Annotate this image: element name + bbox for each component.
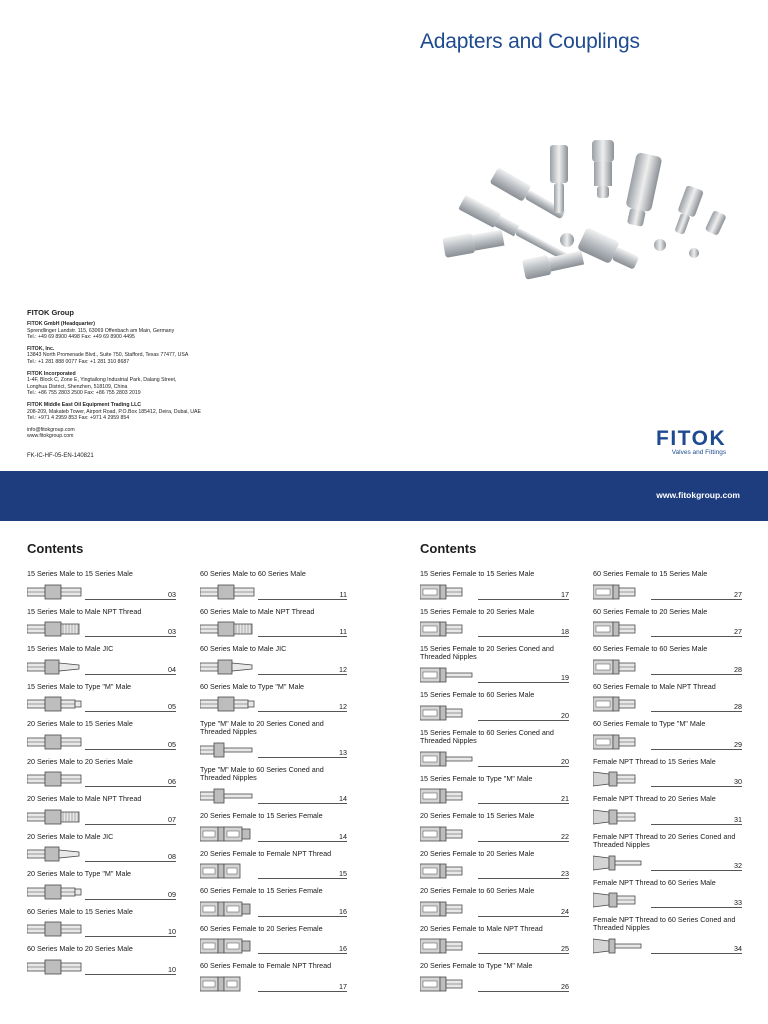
contents-entry[interactable]: [200, 683, 347, 719]
company-contact-block: [27, 310, 357, 459]
product-photo: [432, 130, 742, 310]
entry-divider: [258, 757, 347, 758]
contents-entry-title: 60 Series Female to 20 Series Female: [200, 923, 323, 933]
page-number: 18: [561, 627, 569, 636]
contents-entry[interactable]: [420, 850, 569, 886]
office-entry: [27, 402, 357, 421]
entry-divider: [651, 786, 742, 787]
entry-divider: [85, 899, 176, 900]
contents-entry[interactable]: [420, 887, 569, 923]
fitting-diagram-icon: [27, 921, 83, 937]
page-number: 13: [339, 748, 347, 757]
page-number: 03: [168, 627, 176, 636]
fitting-diagram-icon: [27, 846, 83, 862]
fitok-logo: [656, 427, 726, 456]
fitting-diagram-icon: [593, 855, 649, 871]
contents-entry[interactable]: [593, 570, 742, 606]
entry-divider: [258, 803, 347, 804]
entry-divider: [258, 711, 347, 712]
contents-entry-title: 20 Series Male to Male NPT Thread: [27, 794, 142, 803]
entry-divider: [258, 599, 347, 600]
fitting-diagram-icon: [420, 826, 476, 842]
entry-divider: [651, 636, 742, 637]
contents-entry-title: 20 Series Female to 20 Series Male: [420, 848, 535, 858]
fitting-diagram-icon: [593, 584, 649, 600]
contents-entry[interactable]: [200, 887, 347, 923]
company-group-name: FITOK Group: [27, 308, 74, 317]
contents-heading-right: Contents: [420, 541, 477, 556]
office-line: 13843 North Promenade Blvd., Suite 750, Stafford, Texas 77477, USA: [27, 352, 189, 359]
entry-divider: [478, 991, 569, 992]
page-number: 10: [168, 927, 176, 936]
contents-entry[interactable]: [27, 720, 176, 756]
page-number: 23: [561, 869, 569, 878]
page-number: 06: [168, 777, 176, 786]
contents-entry[interactable]: [593, 833, 742, 877]
page-number: 05: [168, 739, 176, 749]
fitting-diagram-icon: [27, 696, 83, 712]
entry-divider: [258, 841, 347, 842]
entry-divider: [478, 636, 569, 637]
contents-entry[interactable]: [200, 850, 347, 886]
contents-entry[interactable]: [420, 608, 569, 644]
entry-divider: [651, 907, 742, 908]
entry-divider: [651, 711, 742, 712]
contents-entry-title: 60 Series Male to Male NPT Thread: [200, 606, 315, 616]
page-number: 34: [734, 944, 742, 953]
fitting-diagram-icon: [420, 863, 476, 879]
entry-divider: [651, 599, 742, 600]
page-number: 08: [168, 852, 176, 861]
fitting-diagram-icon: [27, 884, 83, 900]
office-line: 208-209, Makateb Tower, Airport Road, P.O.Box 185412, Deira, Dubai, UAE: [27, 408, 201, 415]
entry-divider: [85, 936, 176, 937]
entry-divider: [258, 916, 347, 917]
contents-entry[interactable]: [200, 608, 347, 644]
contents-entry[interactable]: [27, 758, 176, 794]
page-number: 20: [561, 756, 569, 766]
contents-entry-title: Type "M" Male to 60 Series Coned and Threaded Nipples: [200, 765, 324, 783]
fitting-diagram-icon: [593, 892, 649, 908]
page-number: 32: [734, 860, 742, 870]
contents-entry-title: 60 Series Male to 15 Series Male: [27, 906, 133, 916]
contents-entry-title: Female NPT Thread to 20 Series Coned and Threaded Nipples: [593, 831, 736, 849]
page-number: 20: [561, 710, 569, 720]
contents-entry[interactable]: [27, 608, 176, 644]
contents-entry-title: 20 Series Male to Male JIC: [27, 831, 114, 841]
contents-entry[interactable]: [200, 570, 347, 606]
entry-divider: [478, 599, 569, 600]
contents-entry-title: 20 Series Female to 15 Series Male: [420, 811, 535, 820]
contents-entry-title: 20 Series Male to 20 Series Male: [27, 756, 133, 766]
contents-entry-title: 60 Series Female to 20 Series Male: [593, 606, 708, 616]
fitting-diagram-icon: [420, 621, 476, 637]
entry-divider: [85, 824, 176, 825]
contents-entry[interactable]: [420, 691, 569, 727]
entry-divider: [258, 674, 347, 675]
page-number: 05: [168, 702, 176, 711]
page-number: 03: [168, 589, 176, 599]
contents-entry-title: Female NPT Thread to 15 Series Male: [593, 756, 716, 766]
fitting-diagram-icon: [200, 659, 256, 675]
contents-entry-title: Female NPT Thread to 60 Series Male: [593, 877, 716, 887]
office-line: Sprendlinger Landstr. 115, 63069 Offenbach am Main, Germany: [27, 327, 175, 334]
contents-entry-title: 60 Series Female to Type "M" Male: [593, 719, 706, 728]
contents-entry[interactable]: [420, 962, 569, 998]
contents-entry-title: 15 Series Female to Type "M" Male: [420, 773, 533, 783]
office-entry: [27, 346, 357, 365]
contents-entry[interactable]: [420, 812, 569, 848]
fitting-diagram-icon: [593, 771, 649, 787]
office-line: Longhua District, Shenzhen, 518109, China: [27, 383, 128, 390]
contents-entry-title: 15 Series Female to 60 Series Male: [420, 690, 535, 699]
entry-divider: [85, 974, 176, 975]
contents-entry-title: 60 Series Male to 20 Series Male: [27, 944, 133, 953]
fitting-diagram-icon: [200, 788, 256, 804]
contents-entry-title: 20 Series Male to 15 Series Male: [27, 719, 133, 728]
entry-divider: [651, 953, 742, 954]
fitting-diagram-icon: [593, 734, 649, 750]
page-number: 33: [734, 898, 742, 907]
entry-divider: [478, 682, 569, 683]
contents-entry-title: Type "M" Male to 20 Series Coned and Threaded Nipples: [200, 719, 324, 737]
page-number: 10: [168, 964, 176, 974]
entry-divider: [478, 841, 569, 842]
office-entry: [27, 371, 357, 396]
contents-entry[interactable]: [27, 945, 176, 981]
contents-entry[interactable]: [27, 833, 176, 869]
fitting-diagram-icon: [27, 584, 83, 600]
page-number: 07: [168, 814, 176, 824]
contents-heading-left: Contents: [27, 541, 84, 556]
entry-divider: [258, 953, 347, 954]
fitting-diagram-icon: [200, 863, 256, 879]
contents-entry[interactable]: [420, 729, 569, 773]
contents-entry-title: 60 Series Female to 60 Series Male: [593, 644, 708, 653]
fitting-diagram-icon: [27, 621, 83, 637]
contents-entry-title: 20 Series Female to Female NPT Thread: [200, 848, 332, 858]
page-number: 16: [339, 906, 347, 916]
contents-entry-title: 20 Series Female to 15 Series Female: [200, 811, 323, 820]
entry-divider: [85, 861, 176, 862]
fitting-diagram-icon: [200, 938, 256, 954]
contents-entry[interactable]: [200, 962, 347, 998]
fitting-diagram-icon: [420, 976, 476, 992]
contents-entry[interactable]: [593, 916, 742, 960]
entry-divider: [258, 636, 347, 637]
contents-entry[interactable]: [593, 645, 742, 681]
contents-entry[interactable]: [593, 720, 742, 756]
document-code: FK-IC-HF-05-EN-140821: [27, 452, 94, 459]
entry-divider: [85, 674, 176, 675]
entry-divider: [478, 953, 569, 954]
fitting-diagram-icon: [593, 696, 649, 712]
office-line: Tel.: +86 755 2803 2500 Fax: +86 755 2803 2019: [27, 389, 141, 396]
fitting-diagram-icon: [593, 659, 649, 675]
page-number: 22: [561, 831, 569, 841]
fitting-diagram-icon: [420, 584, 476, 600]
contents-entry-title: 60 Series Male to 60 Series Male: [200, 569, 306, 578]
contents-entry[interactable]: [27, 683, 176, 719]
entry-divider: [651, 824, 742, 825]
contents-entry-title: Female NPT Thread to 60 Series Coned and Threaded Nipples: [593, 915, 736, 933]
entry-divider: [85, 749, 176, 750]
contents-entry[interactable]: [593, 758, 742, 794]
contents-entry-title: 60 Series Female to 15 Series Male: [593, 569, 708, 578]
office-line: Tel.: +49 69 8900 4498 Fax: +49 69 8900 4495: [27, 333, 135, 340]
email-link[interactable]: info@fitokgroup.com: [27, 427, 75, 434]
page-number: 17: [339, 981, 347, 991]
contents-entry-title: 15 Series Female to 20 Series Coned and Threaded Nipples: [420, 644, 554, 662]
contents-entry[interactable]: [200, 720, 347, 764]
contents-entry-title: 20 Series Female to 60 Series Male: [420, 886, 535, 895]
contents-entry[interactable]: [593, 879, 742, 915]
fitting-diagram-icon: [27, 959, 83, 975]
fitting-diagram-icon: [420, 705, 476, 721]
entry-divider: [478, 878, 569, 879]
office-line: 1-4F, Block C, Zone E, Yingtailong Industrial Park, Dalang Street,: [27, 377, 177, 384]
contents-entry-title: 20 Series Female to Type "M" Male: [420, 961, 533, 970]
page-number: 04: [168, 664, 176, 674]
fitting-diagram-icon: [27, 734, 83, 750]
band-website-link[interactable]: www.fitokgroup.com: [656, 490, 740, 500]
fitting-diagram-icon: [200, 621, 256, 637]
entry-divider: [651, 674, 742, 675]
page-number: 25: [561, 944, 569, 953]
entry-divider: [85, 711, 176, 712]
page-number: 15: [339, 869, 347, 878]
entry-divider: [478, 720, 569, 721]
page-number: 12: [339, 664, 347, 674]
contents-entry-title: 60 Series Female to Female NPT Thread: [200, 961, 332, 970]
office-line: Tel.: +971 4 2959 853 Fax: +971 4 2959 854: [27, 414, 130, 421]
fitting-diagram-icon: [420, 901, 476, 917]
contents-entry-title: 15 Series Male to Type "M" Male: [27, 681, 132, 691]
contents-entry-title: 15 Series Male to Male JIC: [27, 644, 114, 653]
page-number: 14: [339, 831, 347, 841]
office-name: FITOK, Inc.: [27, 346, 55, 353]
page-number: 31: [734, 814, 742, 824]
page-number: 09: [168, 889, 176, 899]
entry-divider: [258, 878, 347, 879]
page-number: 14: [339, 794, 347, 803]
contents-entry[interactable]: [200, 766, 347, 810]
fitting-diagram-icon: [200, 826, 256, 842]
entry-divider: [478, 766, 569, 767]
fitting-diagram-icon: [593, 938, 649, 954]
page-number: 11: [339, 589, 347, 599]
page-number: 21: [561, 794, 569, 803]
contents-entry-title: 60 Series Male to Type "M" Male: [200, 681, 305, 691]
contents-entry-title: Female NPT Thread to 20 Series Male: [593, 794, 716, 803]
entry-divider: [258, 991, 347, 992]
contents-entry-title: 20 Series Male to Type "M" Male: [27, 869, 132, 878]
contents-entry[interactable]: [200, 925, 347, 961]
office-line: Tel.: +1 281 888 0077 Fax: +1 281 310 8687: [27, 358, 130, 365]
contents-entry[interactable]: [27, 645, 176, 681]
contents-entry[interactable]: [593, 683, 742, 719]
fitting-diagram-icon: [200, 976, 256, 992]
contents-entry-title: 60 Series Female to Male NPT Thread: [593, 681, 716, 691]
page-number: 28: [734, 702, 742, 711]
fitting-diagram-icon: [593, 809, 649, 825]
logo-tagline: Valves and Fittings: [671, 449, 727, 456]
page-number: 11: [339, 627, 347, 636]
entry-divider: [478, 803, 569, 804]
page-number: 27: [734, 627, 742, 636]
fitting-diagram-icon: [420, 938, 476, 954]
page-title: Adapters and Couplings: [420, 30, 640, 53]
contents-entry-title: 15 Series Female to 20 Series Male: [420, 606, 535, 616]
page-number: 17: [561, 589, 569, 599]
fitting-diagram-icon: [27, 659, 83, 675]
contents-entry[interactable]: [27, 795, 176, 831]
contents-entry-title: 15 Series Female to 60 Series Coned and Threaded Nipples: [420, 727, 554, 745]
entry-divider: [85, 636, 176, 637]
contents-entry[interactable]: [420, 925, 569, 961]
entry-divider: [651, 870, 742, 871]
contents-entry-title: 60 Series Male to Male JIC: [200, 644, 287, 653]
contents-entry[interactable]: [27, 908, 176, 944]
page-number: 27: [734, 589, 742, 599]
contents-entry[interactable]: [200, 812, 347, 848]
website-link[interactable]: www.fitokgroup.com: [27, 433, 74, 440]
contents-entry-title: 15 Series Male to Male NPT Thread: [27, 606, 142, 616]
footer-band: [0, 471, 768, 521]
contents-entry-title: 60 Series Female to 15 Series Female: [200, 886, 323, 895]
page-number: 26: [561, 981, 569, 991]
contents-entry-title: 15 Series Male to 15 Series Male: [27, 569, 133, 578]
contents-entry[interactable]: [420, 570, 569, 606]
page-number: 19: [561, 673, 569, 682]
contents-entry-title: 20 Series Female to Male NPT Thread: [420, 923, 543, 933]
page-number: 30: [734, 777, 742, 786]
fitting-diagram-icon: [593, 621, 649, 637]
page-number: 16: [339, 944, 347, 953]
office-name: FITOK Incorporated: [27, 371, 76, 378]
fitting-diagram-icon: [200, 696, 256, 712]
office-name: FITOK GmbH (Headquarter): [27, 321, 95, 328]
contents-entry[interactable]: [420, 645, 569, 689]
contents-entry[interactable]: [200, 645, 347, 681]
entry-divider: [651, 749, 742, 750]
contents-entry[interactable]: [27, 870, 176, 906]
page-number: 28: [734, 664, 742, 674]
fitting-diagram-icon: [420, 667, 476, 683]
fitting-diagram-icon: [420, 751, 476, 767]
page-number: 24: [561, 906, 569, 916]
fitting-diagram-icon: [200, 901, 256, 917]
fitting-diagram-icon: [27, 809, 83, 825]
page-number: 12: [339, 702, 347, 711]
fitting-diagram-icon: [27, 771, 83, 787]
contents-entry-title: 15 Series Female to 15 Series Male: [420, 569, 535, 578]
fitting-diagram-icon: [200, 584, 256, 600]
fitting-diagram-icon: [420, 788, 476, 804]
contents-entry[interactable]: [27, 570, 176, 606]
logo-wordmark: FITOK: [656, 427, 727, 450]
office-name: FITOK Middle East Oil Equipment Trading LLC: [27, 402, 142, 409]
contents-entry[interactable]: [593, 608, 742, 644]
contents-entry[interactable]: [420, 775, 569, 811]
office-entry: [27, 321, 357, 340]
entry-divider: [85, 786, 176, 787]
entry-divider: [478, 916, 569, 917]
contents-entry[interactable]: [593, 795, 742, 831]
page-number: 29: [734, 739, 742, 749]
fitting-diagram-icon: [200, 742, 256, 758]
entry-divider: [85, 599, 176, 600]
